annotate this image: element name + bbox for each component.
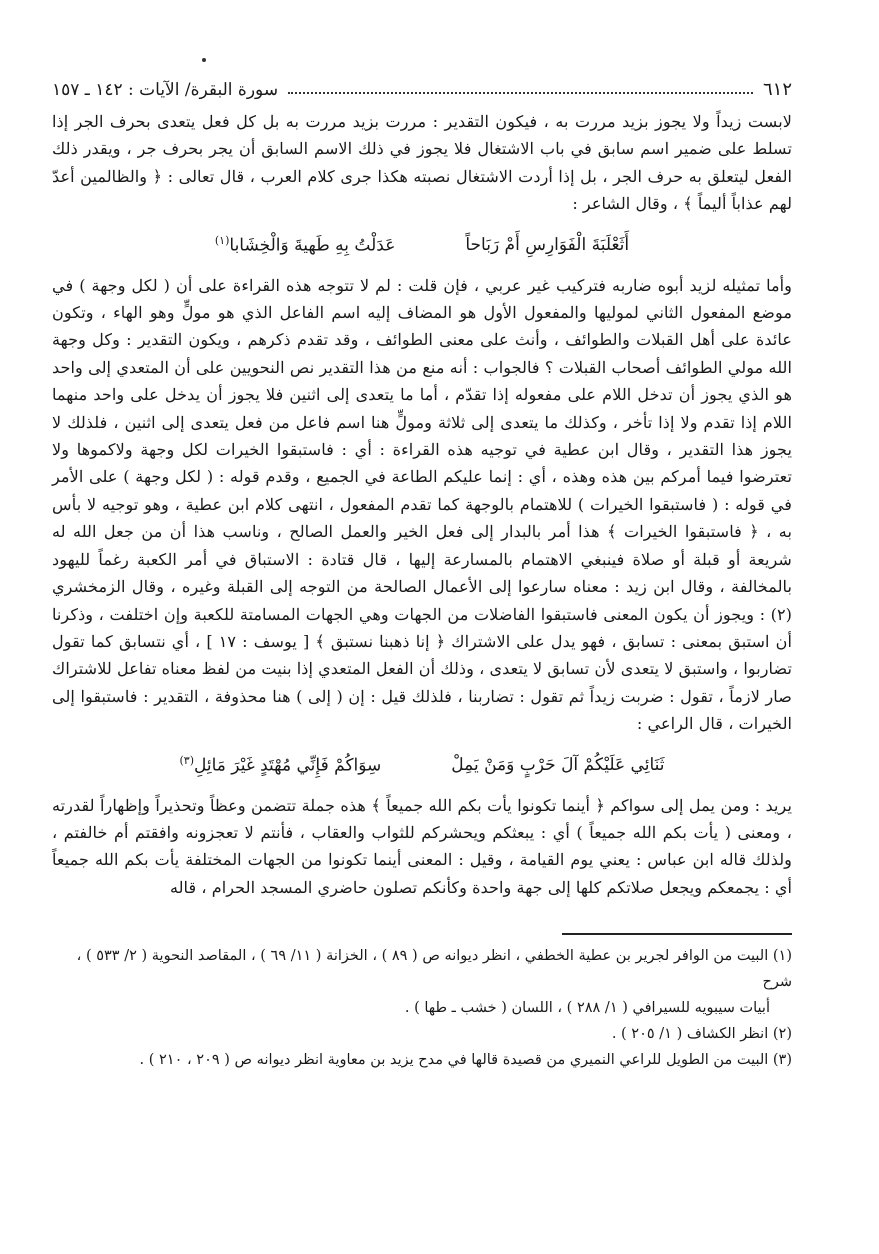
page-header: [52, 70, 792, 100]
page-number: ٦١٢: [762, 79, 792, 100]
verse-1: [52, 218, 792, 272]
verse-2: [52, 738, 792, 792]
header-dotted-leader: [288, 92, 753, 94]
verse-2-second-hemistich: سِوَاكُمْ فَإِنِّي مُهْتَدٍ غَيْرَ مَائِلِ$^{(٣)}$: [179, 753, 382, 776]
footnote-1: (١) البيت من الوافر لجرير بن عطية الخطفي ، انظر ديوانه ص ( ٨٩ ) ، الخزانة ( ١١/ ٦٩ ) ، المقاصد النحوية ( ٢/ ٥٣٣ ) ، شرح: [76, 948, 792, 991]
ink-dot: [202, 58, 206, 62]
footnotes: [52, 943, 792, 1073]
footnote-2: (٢) انظر الكشاف ( ١/ ٢٠٥ ) .: [611, 1026, 792, 1043]
verse-2-first-hemistich: ثَنَائِي عَلَيْكُمْ آلَ حَرْبٍ وَمَنْ يَمِلْ: [451, 754, 665, 775]
verse-1-second-hemistich: عَدَلْتُ بِهِ طَهيةَ وَالْخِشَابا$^{(١)}$: [214, 233, 396, 256]
footnote-1-continued: أبيات سيبويه للسيرافي ( ١/ ٢٨٨ ) ، اللسان ( خشب ـ طها ) .: [404, 1000, 770, 1017]
footnote-ref-3: (٣): [179, 753, 195, 767]
page: [52, 70, 792, 1073]
footnote-ref-1: (١): [214, 233, 230, 247]
verse-1-first-hemistich: أَثَعْلَبَةَ الْفَوَارِسِ أَمْ رَبَاحاً: [465, 234, 630, 255]
main-text: [52, 108, 792, 901]
footnote-3: (٣) البيت من الطويل للراعي النميري من قصيدة قالها في مدح يزيد بن معاوية انظر ديوانه ص ( ٢٠٩ ، ٢١٠ ) .: [139, 1052, 792, 1069]
footnote-separator: [562, 933, 792, 935]
paragraph-2: وأما تمثيله لزيد أبوه ضاربه فتركيب غير عربي ، فإن قلت : لم لا تتوجه هذه القراءة على أن ( لكل وجهة ) في موضع المفعول الثاني لموليها والمفعول الأول هو المضاف إليه اسم الفاعل الذي هو مولٍّ وهو الهاء ، وتكون عائدة على أهل القبلات والطوائف ، وأنث على معنى الطوائف ، وقد تقدم ذكرهم ، ويكون التقدير : وكل وجهة الله مولي الطوائف أصحاب القبلات ؟ فالجواب : أنه منع من هذا التقدير نص النحويين على أن المتعدي إلى واحد هو الذي يجوز أن تدخل اللام على مفعوله إذا تقدّم ، أما ما يتعدى إلى اثنين فلا يجوز أن يدخل على واحد منهما اللام إذا تقدم ولا إذا تأخر ، وكذلك ما يتعدى إلى ثلاثة ومولٍّ هنا اسم فاعل من فعل يتعدى إلى اثنين ، فلذلك لا يجوز هذا التقدير ، وقال ابن عطية في توجيه هذه القراءة : أي : فاستبقوا الخيرات لكل وجهة ولاكموها ولا تعترضوا فيما أمركم بين هذه وهذه ، أي : إنما عليكم الطاعة في الجميع ، وقدم قوله : ( لكل وجهة ) على الأمر في قوله : ( فاستبقوا الخيرات ) للاهتمام بالوجهة كما تقدم المفعول ، انتهى كلام ابن عطية ، وهو توجيه لا بأس به ، ﴿ فاستبقوا الخيرات ﴾ هذا أمر بالبدار إلى فعل الخير والعمل الصالح ، وناسب هذا أن من جعل الله له شريعة أو قبلة أو صلاة فينبغي الاهتمام بالمسارعة إليها ، قال قتادة : الاستباق في أمر الكعبة رغماً لليهود بالمخالفة ، وقال ابن زيد : معناه سارعوا إلى الأعمال الصالحة من التوجه إلى القبلة وغيره ، وقال الزمخشري (٢) : ويجوز أن يكون المعنى فاستبقوا الفاضلات من الجهات وهي الجهات المسامتة للكعبة وإن اختلفت ، وذكرنا أن استبق بمعنى : تسابق ، فهو يدل على الاشتراك ﴿ إنا ذهبنا نستبق ﴾ [ يوسف : ١٧ ] ، أي نتسابق كما تقول تضاربوا ، واستبق لا يتعدى لأن تسابق لا يتعدى ، وذلك أن الفعل المتعدي إذا بنيت من لفظ معناه تفاعل للاشتراك صار لازماً ، تقول : ضربت زيداً ثم تقول : تضاربنا ، فلذلك قيل : إن ( إلى ) هنا محذوفة ، التقدير : فاستبقوا إلى الخيرات ، قال الراعي :: [52, 275, 792, 734]
paragraph-1: لابست زيداً ولا يجوز بزيد مررت به ، فيكون التقدير : مررت بزيد مررت به بل كل فعل يتعدى بحرف الجر إذا تسلط على ضمير اسم سابق في باب الاشتغال فلا يجوز في ذلك الاسم السابق أن يجر بحرف جر ، ويقدر ذلك الفعل ليتعلق به حرف الجر ، بل إذا أردت الاشتغال نصبته هكذا جرى كلام العرب ، قال تعالى : ﴿ والظالمين أعدّ لهم عذاباً أليماً ﴾ ، وقال الشاعر :: [52, 112, 792, 214]
paragraph-3: يريد : ومن يمل إلى سواكم ﴿ أينما تكونوا يأت بكم الله جميعاً ﴾ هذه جملة تتضمن وعظاً وتحذيراً وإظهاراً لقدرته ، ومعنى ( يأت بكم الله جميعاً ) أي : يبعثكم ويحشركم للثواب والعقاب ، فأنتم لا تعجزونه وافقتم أم خالفتم ، ولذلك قاله ابن عباس : يعني يوم القيامة ، وقيل : المعنى أينما تكونوا من الجهات المختلفة يأت بكم الله جميعاً أي : يجمعكم ويجعل صلاتكم كلها إلى جهة واحدة وكأنكم تصلون حاضري المسجد الحرام ، قاله: [52, 795, 792, 897]
running-title: سورة البقرة/ الآيات : ١٤٢ ـ ١٥٧: [52, 80, 279, 100]
